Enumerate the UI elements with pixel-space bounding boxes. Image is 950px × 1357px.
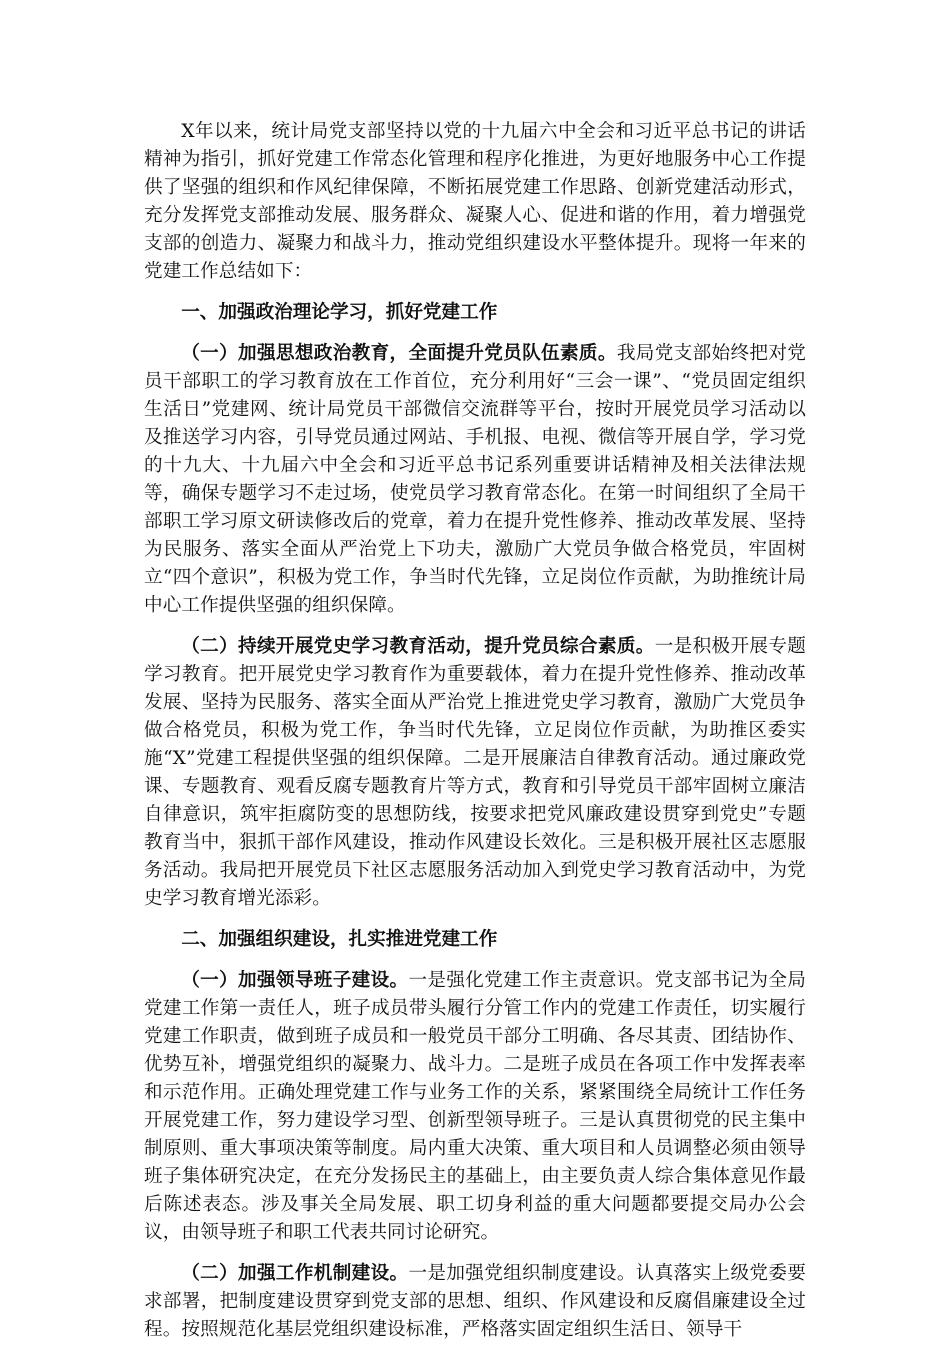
paragraph-text: 我局党支部始终把对党员干部职工的学习教育放在工作首位，充分利用好“三会一课”、“党员固定组织生活日”党建网、统计局党员干部微信交流群等平台，按时开展党员学习活动以及推送学习内容，引导党员通过网站、手机报、电视、微信等开展自学，学习党的十九大、十九届六中全会和习近平总书记系列重要讲话精神及相关法律法规等，确保专题学习不走过场，使党员学习教育常态化。在第一时间组织了全局干部职工学习原文研读修改后的党章，着力在提升党性修养、推动改革发展、坚持为民服务、落实全面从严治党上下功夫，激励广大党员争做合格党员，牢固树立“四个意识”，积极为党工作，争当时代先锋，立足岗位作贡献，为助推统计局中心工作提供坚强的组织保障。 xyxy=(144,343,806,616)
paragraph-text: 一是加强党组织制度建设。认真落实上级党委要求部署，把制度建设贯穿到党支部的思想、组织、作风建设和反腐倡廉建设全过程。按照规范化基层党组织建设标准，严格落实固定组织生活日、领导干 xyxy=(144,1263,806,1340)
paragraph-lead: （二）加强工作机制建设。 xyxy=(181,1263,409,1284)
section-2-paragraph-1 xyxy=(144,967,806,1247)
section-heading-2: 二、加强组织建设，扎实推进党建工作 xyxy=(181,929,498,950)
paragraph-lead: （一）加强领导班子建设。 xyxy=(181,970,409,991)
paragraph-lead: （一）加强思想政治教育，全面提升党员队伍素质。 xyxy=(181,343,617,364)
paragraph-lead: （二）持续开展党史学习教育活动，提升党员综合素质。 xyxy=(181,636,655,657)
section-heading-1: 一、加强政治理论学习，抓好党建工作 xyxy=(181,302,498,323)
section-1-paragraph-1 xyxy=(144,340,806,620)
paragraph-text: 一是强化党建工作主责意识。党支部书记为全局党建工作第一责任人，班子成员带头履行分管工作内的党建工作责任，切实履行党建工作职责，做到班子成员和一般党员干部分工明确、各尽其责、团结协作、优势互补，增强党组织的凝聚力、战斗力。二是班子成员在各项工作中发挥表率和示范作用。正确处理党建工作与业务工作的关系，紧紧围绕全局统计工作任务开展党建工作，努力建设学习型、创新型领导班子。三是认真贯彻党的民主集中制原则、重大事项决策等制度。局内重大决策、重大项目和人员调整必须由领导班子集体研究决定，在充分发扬民主的基础上，由主要负责人综合集体意见作最后陈述表态。涉及事关全局发展、职工切身利益的重大问题都要提交局办公会议，由领导班子和职工代表共同讨论研究。 xyxy=(144,970,806,1243)
document-page xyxy=(144,118,806,1357)
intro-paragraph: X年以来，统计局党支部坚持以党的十九届六中全会和习近平总书记的讲话精神为指引，抓好党建工作常态化管理和程序化推进，为更好地服务中心工作提供了坚强的组织和作风纪律保障，不断拓展党建工作思路、创新党建活动形式，充分发挥党支部推动发展、服务群众、凝聚人心、促进和谐的作用，着力增强党支部的创造力、凝聚力和战斗力，推动党组织建设水平整体提升。现将一年来的党建工作总结如下： xyxy=(144,121,806,282)
paragraph-text: 一是积极开展专题学习教育。把开展党史学习教育作为重要载体，着力在提升党性修养、推动改革发展、坚持为民服务、落实全面从严治党上推进党史学习教育，激励广大党员争做合格党员，积极为党工作，争当时代先锋，立足岗位作贡献，为助推区委实施“X”党建工程提供坚强的组织保障。二是开展廉洁自律教育活动。通过廉政党课、专题教育、观看反腐专题教育片等方式，教育和引导党员干部牢固树立廉洁自律意识，筑牢拒腐防变的思想防线，按要求把党风廉政建设贯穿到党史”专题教育当中，狠抓干部作风建设，推动作风建设长效化。三是积极开展社区志愿服务活动。我局把开展党员下社区志愿服务活动加入到党史学习教育活动中，为党史学习教育增光添彩。 xyxy=(144,636,806,909)
section-2-paragraph-2 xyxy=(144,1260,806,1344)
section-1-paragraph-2 xyxy=(144,633,806,913)
